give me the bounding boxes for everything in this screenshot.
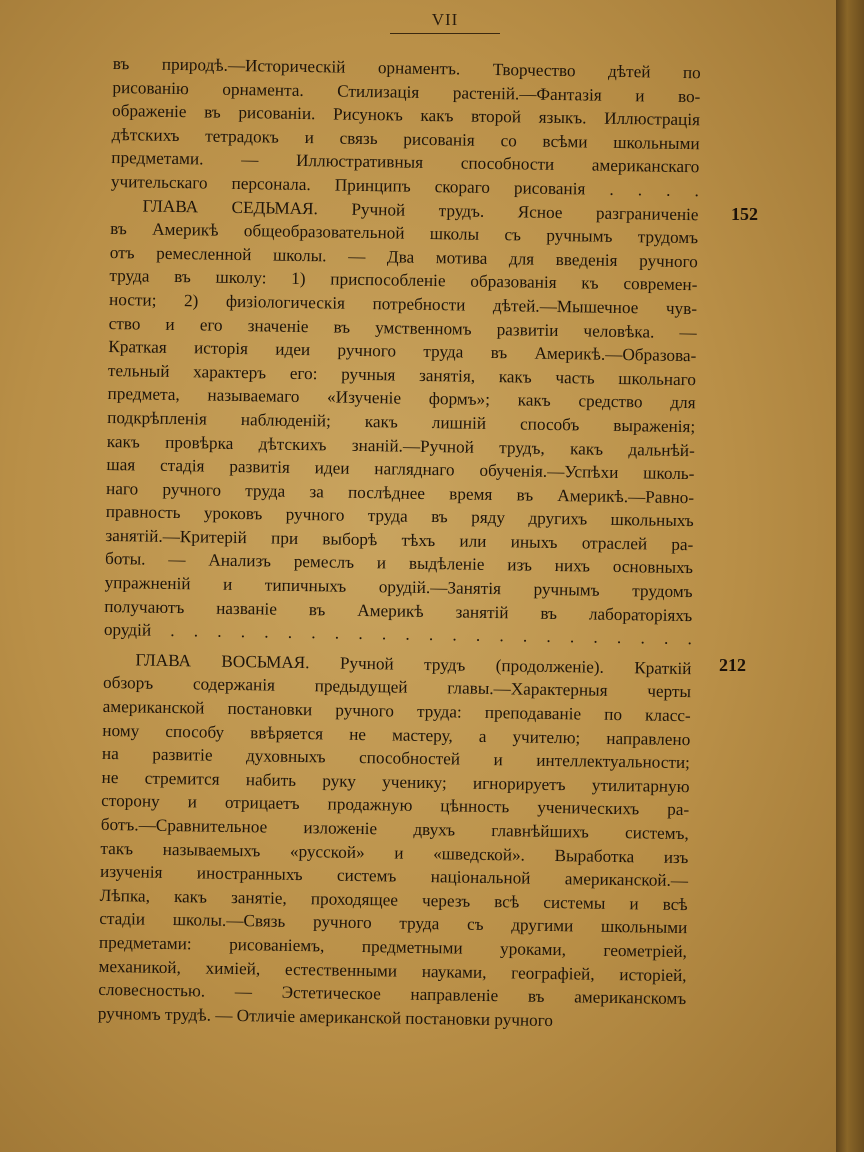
text-line: словесностью. — Эстетическое направленіе въ американскомъ xyxy=(98,980,687,1009)
text-line: на развитіе духовныхъ способностей и интеллектуальности; xyxy=(101,744,691,773)
book-spine-edge xyxy=(836,0,864,1152)
text-line: механикой, химіей, естественными науками, географіей, исторіей, xyxy=(98,956,687,985)
contents-text xyxy=(98,52,701,1034)
text-line: предмета, называемаго «Изученіе формъ»; какъ средство для xyxy=(107,384,696,413)
chapter-heading-line: ГЛАВА СЕДЬМАЯ. Ручной трудъ. Ясное разграниченіе xyxy=(142,196,699,224)
page-header xyxy=(390,10,500,34)
text-line: отъ ремесленной школы. — Два мотива для введенія ручного xyxy=(109,242,698,271)
text-line: учительскаго персонала. Принципъ скораго рисованія . . . . xyxy=(110,171,700,201)
text-line: американской постановки ручного труда: преподаваніе по класс- xyxy=(102,696,691,726)
text-line: Лѣпка, какъ занятіе, проходящее черезъ всѣ системы и всѣ xyxy=(99,885,688,914)
text-line: такъ называемыхъ «русской» и «шведской». Выработка изъ xyxy=(100,838,689,867)
page-number: VII xyxy=(431,10,459,29)
text-line: изученія иностранныхъ системъ національной американской.— xyxy=(99,862,689,891)
paragraph-1 xyxy=(111,52,701,203)
paragraph-chapter-7 xyxy=(104,194,699,651)
text-line: стадіи школы.—Связь ручного труда съ другими школьными xyxy=(99,909,688,938)
chapter-heading-line: ГЛАВА ВОСЬМАЯ. Ручной трудъ (продолженіе). Краткій xyxy=(135,650,692,679)
text-line: наго ручного труда за послѣднее время въ Америкѣ.—Равно- xyxy=(105,478,695,507)
paragraph-chapter-8 xyxy=(98,648,692,1035)
text-line: предметами: рисованіемъ, предметными уроками, геометріей, xyxy=(98,932,688,962)
text-line: труда въ школу: 1) приспособленіе образованія къ современ- xyxy=(109,266,698,295)
text-line: подкрѣпленія наблюденій; какъ лишній способъ выраженія; xyxy=(107,407,696,437)
text-line: орудій . . . . . . . . . . . . . . . . . . . . . . . xyxy=(103,620,693,649)
text-line: предметами. — Иллюстративныя способности американскаго xyxy=(111,148,700,177)
text-line: боты. — Анализъ ремеслъ и выдѣленіе изъ нихъ основныхъ xyxy=(104,549,694,578)
chapter-8-page-number: 212 xyxy=(719,655,746,675)
text-line: какъ провѣрка дѣтскихъ знаній.—Ручной трудъ, какъ дальнѣй- xyxy=(106,431,695,460)
text-line: обзоръ содержанія предыдущей главы.—Характерныя черты xyxy=(102,673,692,702)
text-line: въ природѣ.—Историческій орнаментъ. Творчество дѣтей по xyxy=(112,53,701,83)
text-line: не стремится набить руку ученику; игнорируетъ утилитарную xyxy=(101,767,690,796)
text-line: ботъ.—Сравнительное изложеніе двухъ главнѣйшихъ системъ, xyxy=(100,814,689,844)
text-line: упражненій и типичныхъ орудій.—Занятія ручнымъ трудомъ xyxy=(104,572,693,602)
text-line: дѣтскихъ тетрадокъ и связь рисованія со всѣми школьными xyxy=(111,124,700,154)
text-line: ство и его значеніе въ умственномъ развитіи человѣка. — xyxy=(108,313,697,342)
text-line: сторону и отрицаетъ продажную цѣнность ученическихъ ра- xyxy=(101,791,690,820)
header-rule xyxy=(390,33,500,34)
text-line: въ Америкѣ общеобразовательной школы съ ручнымъ трудомъ xyxy=(110,219,699,248)
text-line: правность уроковъ ручного труда въ ряду другихъ школьныхъ xyxy=(105,502,694,531)
text-line: получаютъ названіе въ Америкѣ занятій въ лабораторіяхъ xyxy=(104,596,693,625)
text-line: шая стадія развитія идеи нагляднаго обученія.—Успѣхи школь- xyxy=(106,455,695,484)
text-line: занятій.—Критерій при выборѣ тѣхъ или иныхъ отраслей ра- xyxy=(105,525,694,555)
text-line: ручномъ трудѣ. — Отличіе американской постановки ручного xyxy=(97,1003,554,1030)
text-line: ображеніе въ рисованіи. Рисунокъ какъ второй языкъ. Иллюстрація xyxy=(111,101,701,130)
text-line: ному способу ввѣряется не мастеру, а учителю; направлено xyxy=(102,720,691,749)
text-line: Краткая исторія идеи ручного труда въ Америкѣ.—Образова- xyxy=(108,337,697,366)
text-line: ности; 2) физіологическія потребности дѣтей.—Мышечное чув- xyxy=(108,289,698,319)
chapter-7-page-number: 152 xyxy=(731,204,758,224)
text-line: рисованію орнамента. Стилизація растеній.—Фантазія и во- xyxy=(112,77,701,106)
text-line: тельный характеръ его: ручныя занятія, какъ часть школьнаго xyxy=(107,360,697,389)
